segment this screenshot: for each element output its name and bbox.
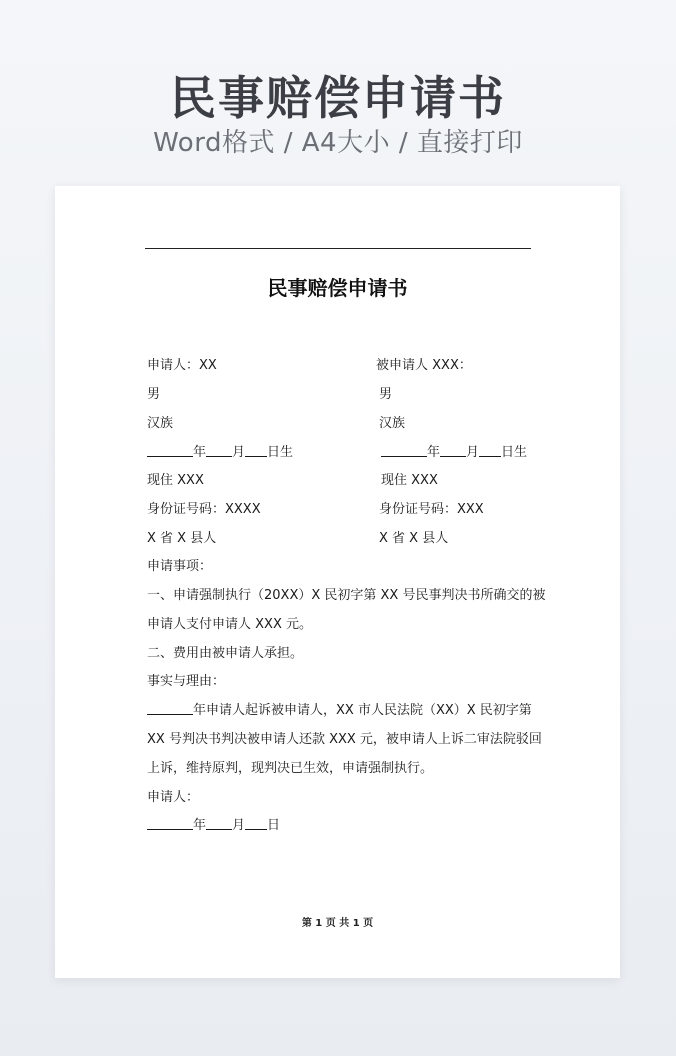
applicant-address: 现住 XXX xyxy=(147,473,204,488)
blank-line xyxy=(440,444,466,457)
request-item-1-cont: 申请人支付申请人 XXX 元。 xyxy=(147,617,312,632)
blank-line xyxy=(147,444,193,457)
signature-label: 申请人： xyxy=(147,790,200,805)
blank-line xyxy=(245,817,267,830)
blank-line xyxy=(245,444,267,457)
applicant-birthdate: 年 月 日生 xyxy=(147,441,293,460)
respondent-ethnicity: 汉族 xyxy=(379,416,406,431)
facts-line-1: 年申请人起诉被申请人，XX 市人民法院（XX）X 民初字第 xyxy=(147,699,532,718)
request-item-2: 二、费用由被申请人承担。 xyxy=(147,646,304,661)
applicant-ethnicity: 汉族 xyxy=(147,416,174,431)
signature-date: 年 月 日 xyxy=(147,814,280,833)
blank-line xyxy=(381,444,427,457)
respondent-id: 身份证号码：XXX xyxy=(379,502,484,517)
request-heading: 申请事项： xyxy=(147,559,213,574)
blank-line xyxy=(206,817,232,830)
document-title: 民事赔偿申请书 xyxy=(267,276,408,300)
header-rule xyxy=(145,248,531,249)
respondent-origin: X 省 X 县人 xyxy=(379,531,449,546)
blank-line xyxy=(147,817,193,830)
document-page xyxy=(55,186,620,978)
facts-line-2: XX 号判决书判决被申请人还款 XXX 元，被申请人上诉二审法院驳回 xyxy=(147,732,542,747)
request-item-1: 一、申请强制执行（20XX）X 民初字第 XX 号民事判决书所确交的被 xyxy=(147,588,546,603)
banner-title: 民事赔偿申请书 xyxy=(170,71,506,125)
facts-heading: 事实与理由： xyxy=(147,674,226,689)
blank-line xyxy=(206,444,232,457)
applicant-gender: 男 xyxy=(147,387,161,402)
blank-line xyxy=(479,444,501,457)
page-number: 第 1 页 共 1 页 xyxy=(301,918,374,929)
respondent-name: 被申请人 XXX： xyxy=(376,358,472,373)
banner-subtitle: Word格式 / A4大小 / 直接打印 xyxy=(153,128,523,158)
respondent-address: 现住 XXX xyxy=(381,473,438,488)
applicant-name: 申请人：XX xyxy=(147,358,217,373)
facts-line-3: 上诉，维持原判，现判决已生效，申请强制执行。 xyxy=(147,761,434,776)
respondent-birthdate: 年 月 日生 xyxy=(381,441,527,460)
applicant-origin: X 省 X 县人 xyxy=(147,531,217,546)
applicant-id: 身份证号码：XXXX xyxy=(147,502,261,517)
respondent-gender: 男 xyxy=(379,387,393,402)
blank-line xyxy=(147,702,193,715)
